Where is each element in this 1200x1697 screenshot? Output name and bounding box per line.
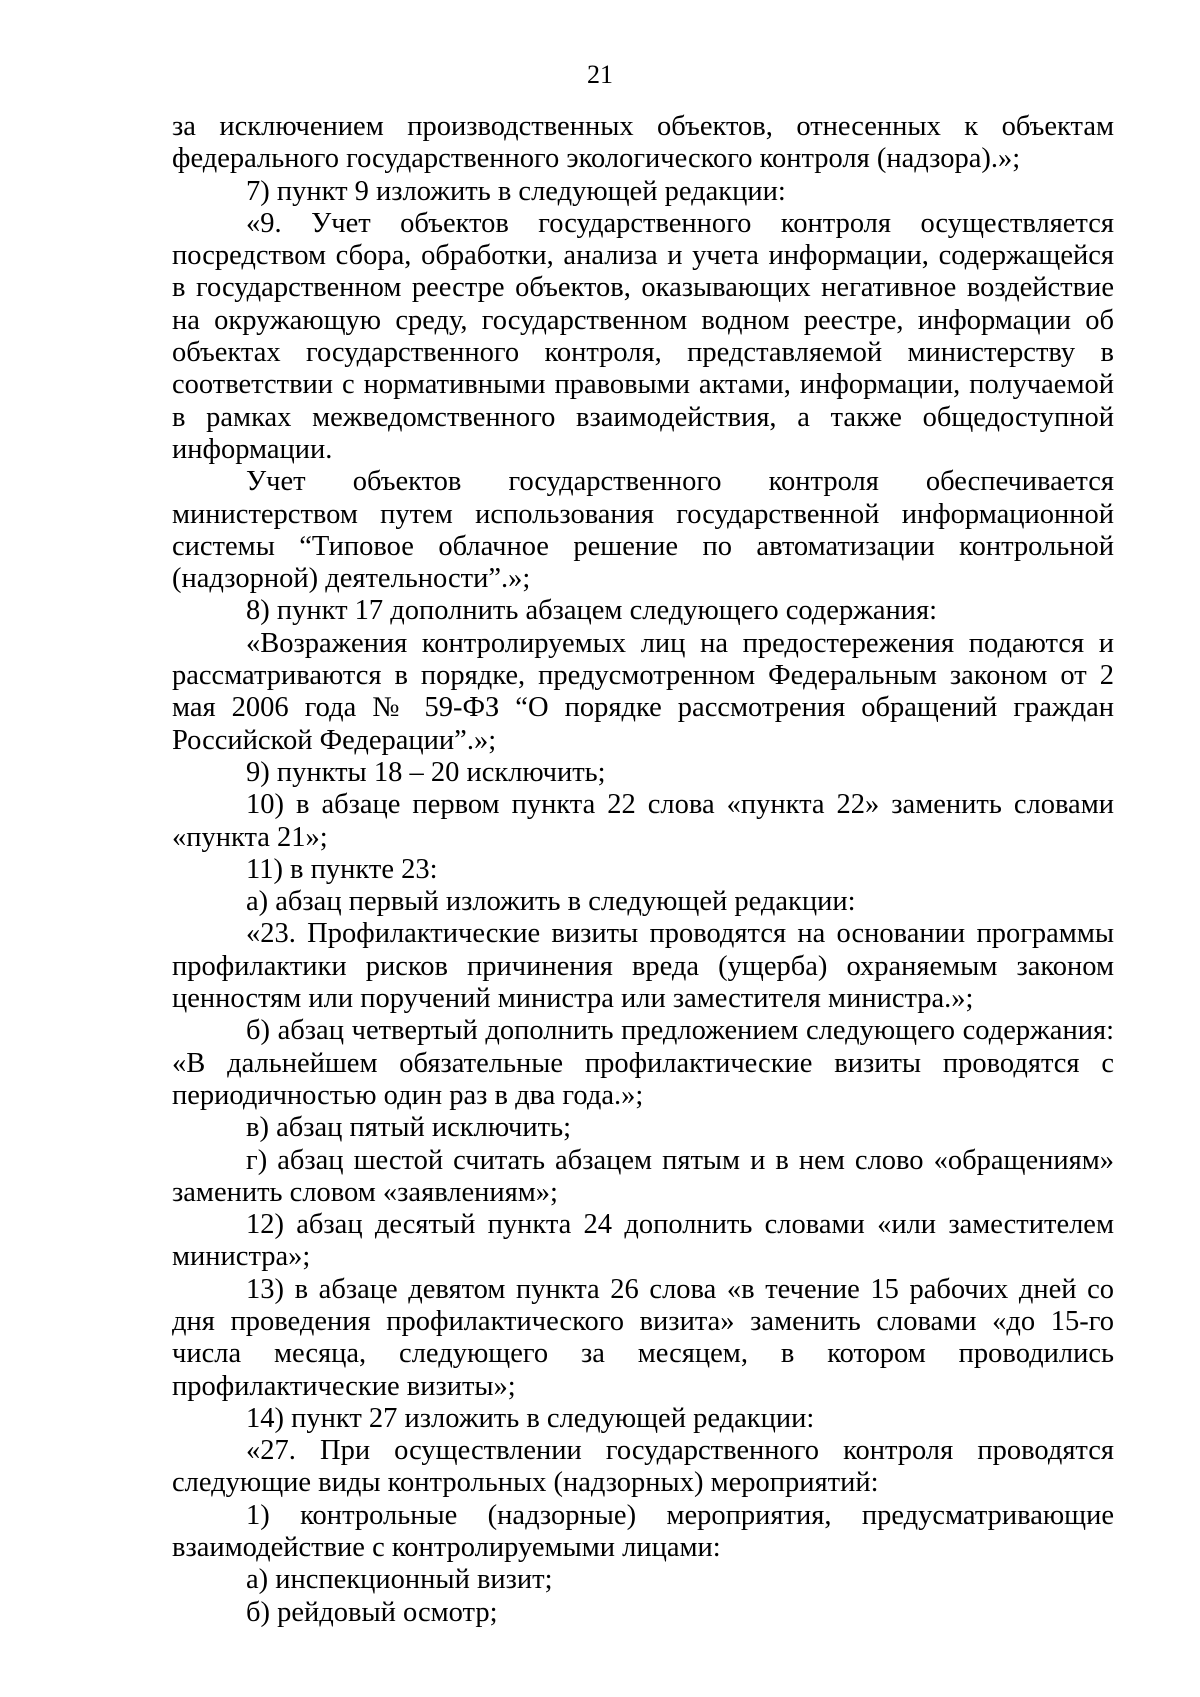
paragraph: Учет объектов государственного контроля обеспечивается министерством путем использования государственной информационной системы “Типовое облачное решение по автоматизации контрольной (надзорной) деятельности”.»; bbox=[172, 466, 1114, 595]
page-number: 21 bbox=[587, 60, 613, 89]
paragraph: 9) пункты 18 – 20 исключить; bbox=[246, 756, 606, 788]
paragraph: за исключением производственных объектов, отнесенных к объектам федерального государственного экологического контроля (надзора).»; bbox=[172, 111, 1114, 175]
paragraph: «Возражения контролируемых лиц на предостережения подаются и рассматриваются в порядке, предусмотренном Федеральным законом от 2 мая 2006 года № 59-ФЗ “О порядке рассмотрения обращений граждан Российской Федерации”.»; bbox=[172, 627, 1114, 756]
paragraph: 7) пункт 9 изложить в следующей редакции: bbox=[246, 175, 786, 207]
document-body bbox=[172, 111, 1114, 1629]
paragraph: 8) пункт 17 дополнить абзацем следующего содержания: bbox=[246, 595, 938, 627]
paragraph: 1) контрольные (надзорные) мероприятия, предусматривающие взаимодействие с контролируемыми лицами: bbox=[172, 1499, 1114, 1564]
paragraph: г) абзац шестой считать абзацем пятым и в нем слово «обращениям» заменить словом «заявлениям»; bbox=[172, 1144, 1114, 1208]
paragraph: 10) в абзаце первом пункта 22 слова «пункта 22» заменить словами «пункта 21»; bbox=[172, 789, 1114, 853]
paragraph: 14) пункт 27 изложить в следующей редакции: bbox=[246, 1402, 815, 1434]
paragraph: а) инспекционный визит; bbox=[246, 1564, 553, 1596]
paragraph: в) абзац пятый исключить; bbox=[246, 1112, 571, 1144]
paragraph: а) абзац первый изложить в следующей редакции: bbox=[246, 886, 856, 918]
paragraph: «27. При осуществлении государственного контроля проводятся следующие виды контрольных (надзорных) мероприятий: bbox=[172, 1435, 1114, 1499]
paragraph: «9. Учет объектов государственного контроля осуществляется посредством сбора, обработки, анализа и учета информации, содержащейся в государственном реестре объектов, оказывающих негативное воздействие на окружающую среду, государственном водном реестре, информации об объектах государственного контроля, представляемой министерству в соответствии с нормативными правовыми актами, информации, получаемой в рамках межведомственного взаимодействия, а также общедоступной информации. bbox=[172, 207, 1114, 465]
paragraph: 11) в пункте 23: bbox=[246, 853, 438, 885]
paragraph: б) рейдовый осмотр; bbox=[246, 1596, 498, 1628]
paragraph: б) абзац четвертый дополнить предложением следующего содержания: «В дальнейшем обязательные профилактические визиты проводятся с периодичностью один раз в два года.»; bbox=[172, 1015, 1114, 1111]
paragraph: 13) в абзаце девятом пункта 26 слова «в течение 15 рабочих дней со дня проведения профилактического визита» заменить словами «до 15-го числа месяца, следующего за месяцем, в котором проводились профилактические визиты»; bbox=[172, 1273, 1114, 1402]
paragraph: «23. Профилактические визиты проводятся на основании программы профилактики рисков причинения вреда (ущерба) охраняемым законом ценностям или поручений министра или заместителя министра.»; bbox=[172, 918, 1114, 1015]
paragraph: 12) абзац десятый пункта 24 дополнить словами «или заместителем министра»; bbox=[172, 1209, 1114, 1273]
